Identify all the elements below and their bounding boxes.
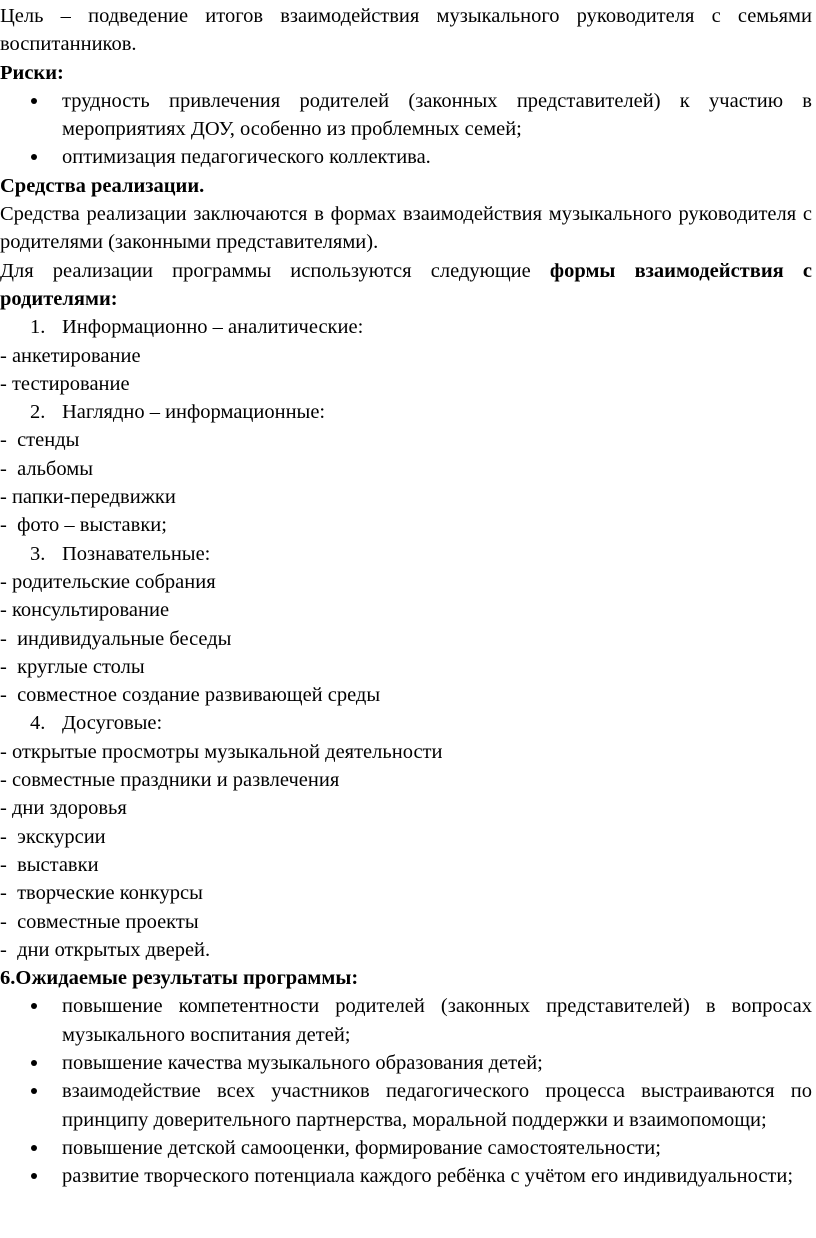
list-item: повышение качества музыкального образования детей; xyxy=(0,1049,812,1077)
list-item: взаимодействие всех участников педагогического процесса выстраиваются по принципу доверительного партнерства, моральной поддержки и взаимопомощи; xyxy=(0,1077,812,1134)
bullet-icon xyxy=(31,98,37,104)
results-heading: 6.Ожидаемые результаты программы: xyxy=(0,967,359,990)
list-item: - индивидуальные беседы xyxy=(0,627,232,650)
list-item: повышение детской самооценки, формирование самостоятельности; xyxy=(0,1134,812,1162)
list-item: - дни открытых дверей. xyxy=(0,938,211,961)
list-item: - папки-передвижки xyxy=(0,486,176,509)
list-item: - стенды xyxy=(0,429,80,452)
list-item: повышение компетентности родителей (законных представителей) в вопросах музыкального воспитания детей; xyxy=(0,992,812,1049)
list-item: - открытые просмотры музыкальной деятельности xyxy=(0,740,443,763)
list-item: - родительские собрания xyxy=(0,570,216,593)
bullet-icon xyxy=(31,154,37,160)
bullet-icon xyxy=(31,1088,37,1094)
means-paragraph: Средства реализации заключаются в формах взаимодействия музыкального руководителя с родителями (законными представителями). xyxy=(0,203,812,254)
list-item: - экскурсии xyxy=(0,825,106,848)
bullet-icon xyxy=(31,1145,37,1151)
forms-intro-paragraph: Для реализации программы используются следующие формы взаимодействия с родителями: xyxy=(0,259,812,310)
bullet-icon xyxy=(31,1173,37,1179)
list-item: - совместное создание развивающей среды xyxy=(0,684,381,707)
list-item: - совместные праздники и развлечения xyxy=(0,769,340,792)
list-item: - консультирование xyxy=(0,599,170,622)
list-item: - альбомы xyxy=(0,457,93,480)
list-item: трудность привлечения родителей (законных представителей) к участию в мероприятиях ДОУ, особенно из проблемных семей; xyxy=(0,87,812,144)
means-heading: Средства реализации. xyxy=(0,174,205,197)
group-title: 4. Досуговые: xyxy=(30,712,163,735)
risks-heading: Риски: xyxy=(0,61,64,84)
list-item: - тестирование xyxy=(0,372,130,395)
group-title: 3. Познавательные: xyxy=(30,542,211,565)
list-item: - анкетирование xyxy=(0,344,141,367)
list-item: - творческие конкурсы xyxy=(0,882,203,905)
list-item: - совместные проекты xyxy=(0,910,199,933)
forms-bold-text: формы взаимодействия с родителями: xyxy=(0,259,812,310)
bullet-icon xyxy=(31,1060,37,1066)
risks-list xyxy=(0,87,812,172)
goal-paragraph: Цель – подведение итогов взаимодействия музыкального руководителя с семьями воспитанников. xyxy=(0,5,812,56)
group-title: 1. Информационно – аналитические: xyxy=(30,316,364,339)
list-item: - выставки xyxy=(0,853,99,876)
list-item: - фото – выставки; xyxy=(0,514,167,537)
results-list xyxy=(0,992,812,1190)
list-item: оптимизация педагогического коллектива. xyxy=(0,143,812,171)
bullet-icon xyxy=(31,1003,37,1009)
list-item: - дни здоровья xyxy=(0,797,127,820)
list-item: развитие творческого потенциала каждого ребёнка с учётом его индивидуальности; xyxy=(0,1162,812,1190)
list-item: - круглые столы xyxy=(0,655,145,678)
group-title: 2. Наглядно – информационные: xyxy=(30,401,326,424)
